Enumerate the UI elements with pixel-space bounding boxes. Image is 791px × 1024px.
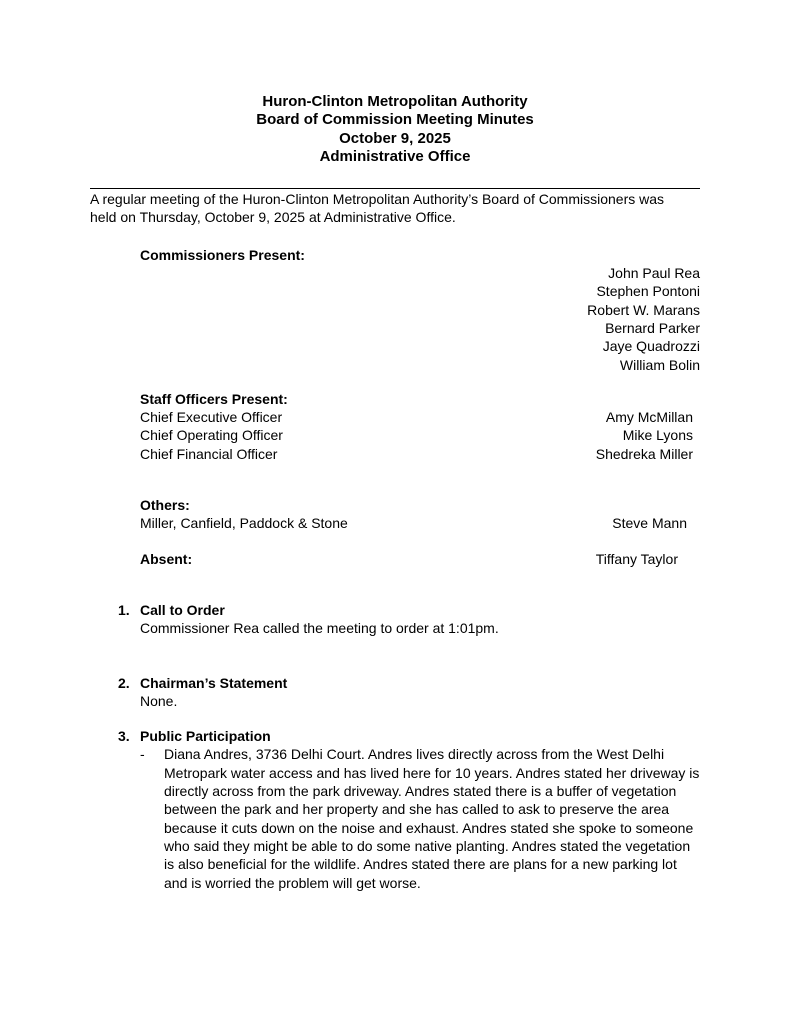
absent-row: [90, 550, 700, 568]
staff-officers-present-label: Staff Officers Present:: [140, 390, 288, 407]
others-row: [90, 514, 700, 532]
agenda-item-call-to-order: [90, 601, 700, 638]
agenda-item-number: 1.: [118, 601, 130, 618]
doc-title-line-4: Administrative Office: [319, 147, 471, 165]
agenda-section: [90, 601, 700, 892]
others-section: [90, 496, 700, 533]
agenda-item-number: 3.: [118, 728, 130, 745]
agenda-item-public-participation: [90, 727, 700, 892]
agenda-item-number: 2.: [118, 674, 130, 691]
agenda-item-chairmans-statement: [90, 674, 700, 711]
staff-officer-title: Chief Operating Officer: [140, 427, 283, 444]
agenda-item-title: Chairman’s Statement: [140, 674, 288, 691]
commissioner-name: William Bolin: [619, 356, 700, 373]
public-participation-text: Diana Andres, 3736 Delhi Court. Andres lives directly across from the West Delhi Metropark water access and has lived here for 10 years. Andres stated her driveway is directly across from the park driveway. Andres stated there is a buffer of vegetation between the park and her property and she has called to ask to preserve the area because it cuts down on the noise and exhaust. Andres stated she spoke to someone who said they might be able to do some native planting. Andres stated the vegetation is also beneficial for the wildlife. Andres stated there are plans for a new parking lot and is worried the problem will get worse.: [164, 746, 700, 891]
agenda-item-body: None.: [140, 692, 178, 709]
others-organization: Miller, Canfield, Paddock & Stone: [140, 515, 348, 532]
commissioners-section: [90, 246, 700, 374]
header-divider: [90, 188, 700, 189]
agenda-item-heading: [90, 674, 700, 692]
others-label: Others:: [140, 497, 190, 514]
commissioner-name: Robert W. Marans: [587, 301, 700, 318]
commissioner-name: Bernard Parker: [605, 319, 700, 336]
staff-officer-row: [90, 426, 700, 444]
agenda-item-heading: [90, 601, 700, 619]
doc-title-line-3: October 9, 2025: [339, 129, 451, 147]
public-participation-bullet: [140, 745, 700, 891]
commissioners-present-label: Commissioners Present:: [140, 246, 305, 263]
agenda-item-title: Call to Order: [140, 601, 225, 618]
staff-officers-section: [90, 390, 700, 463]
agenda-item-body: Commissioner Rea called the meeting to order at 1:01pm.: [140, 620, 499, 637]
commissioners-names-list: [90, 264, 700, 374]
document-header: [90, 93, 700, 166]
commissioner-name: Jaye Quadrozzi: [602, 338, 700, 355]
agenda-item-heading: [90, 727, 700, 745]
absent-label: Absent:: [140, 550, 193, 567]
bullet-dash: -: [140, 746, 145, 763]
commissioner-name: John Paul Rea: [608, 265, 700, 282]
staff-officer-name: Mike Lyons: [622, 427, 693, 444]
doc-title-line-2: Board of Commission Meeting Minutes: [256, 111, 534, 129]
intro-paragraph: A regular meeting of the Huron-Clinton Metropolitan Authority’s Board of Commissioners was held on Thursday, October 9, 2025 at Administrative Office.: [90, 191, 665, 226]
absent-name: Tiffany Taylor: [595, 550, 678, 567]
staff-officer-row: [90, 408, 700, 426]
commissioner-name: Stephen Pontoni: [596, 283, 700, 300]
staff-officer-title: Chief Financial Officer: [140, 445, 278, 462]
staff-officer-name: Shedreka Miller: [595, 445, 693, 462]
staff-officer-row: [90, 445, 700, 463]
staff-officer-name: Amy McMillan: [605, 409, 693, 426]
others-name: Steve Mann: [612, 515, 687, 532]
agenda-item-title: Public Participation: [140, 728, 271, 745]
staff-officer-title: Chief Executive Officer: [140, 409, 283, 426]
doc-title-line-1: Huron-Clinton Metropolitan Authority: [262, 93, 528, 110]
